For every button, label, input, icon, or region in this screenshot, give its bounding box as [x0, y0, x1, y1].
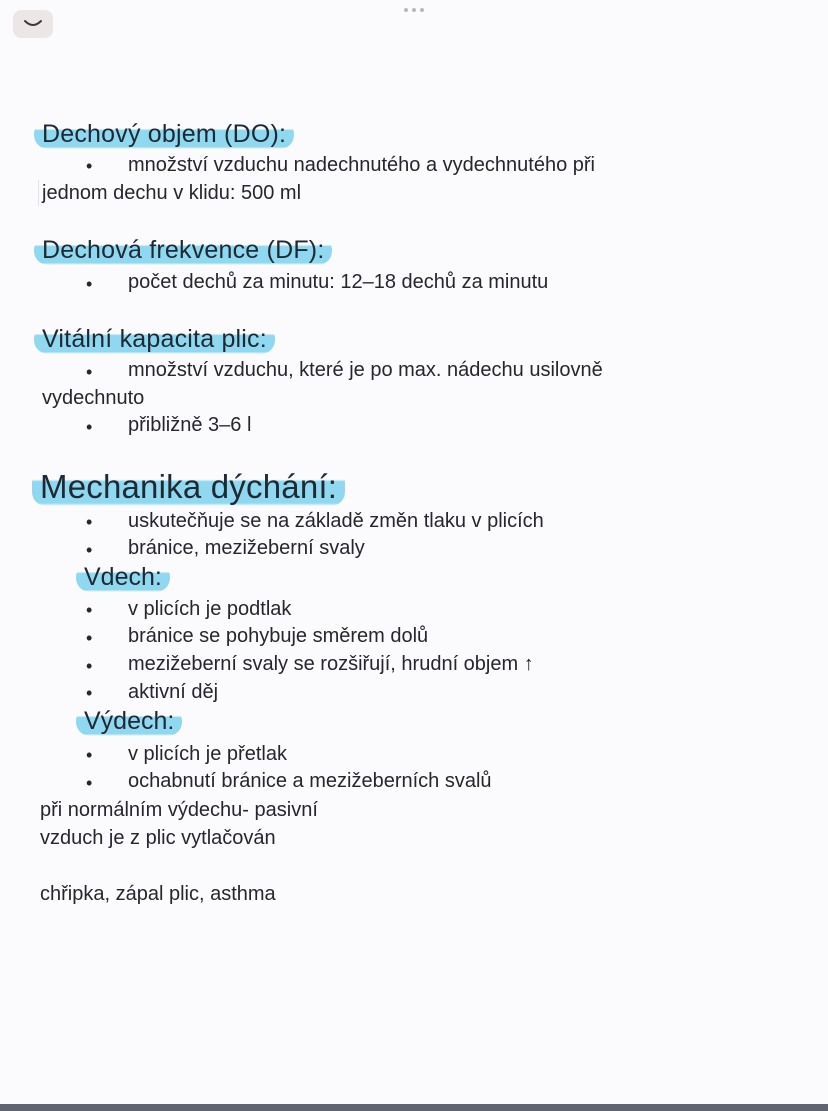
heading-dechova-frekvence: Dechová frekvence (DF):: [34, 236, 332, 265]
bullet-dot: •: [86, 656, 93, 676]
heading-vydech: Výdech:: [76, 707, 182, 736]
bullet-dot: •: [86, 600, 93, 620]
heading-vitalni-kapacita: Vitální kapacita plic:: [34, 325, 275, 354]
bullet-dot: •: [86, 745, 93, 765]
bullet-dot: •: [86, 773, 93, 793]
bullet-dot: •: [86, 540, 93, 560]
dot-icon: [420, 8, 424, 12]
dot-icon: [412, 8, 416, 12]
bullet-dot: •: [86, 628, 93, 648]
do-text-line1: množství vzduchu nadechnutého a vydechnutého při: [128, 154, 595, 176]
back-button[interactable]: [13, 10, 53, 38]
bullet-dot: •: [86, 274, 93, 294]
df-text-line1: počet dechů za minutu: 12–18 dechů za minutu: [128, 271, 549, 293]
bullet-dot: •: [86, 156, 93, 176]
vdech-item-4: aktivní děj: [128, 681, 219, 703]
page-mark: [38, 180, 39, 206]
bullet-dot: •: [86, 683, 93, 703]
more-options-button[interactable]: [400, 5, 428, 15]
vkp-text-line1: množství vzduchu, které je po max. nádechu usilovně: [128, 359, 603, 381]
footer-line: chřipka, zápal plic, asthma: [40, 883, 276, 905]
heading-vdech: Vdech:: [76, 563, 170, 592]
dot-icon: [404, 8, 408, 12]
vdech-item-2: bránice se pohybuje směrem dolů: [128, 625, 429, 647]
heading-dechovy-objem: Dechový objem (DO):: [34, 120, 294, 149]
vdech-item-3: mezižeberní svaly se rozšiřují, hrudní objem ↑: [128, 653, 534, 675]
heading-mechanika-dychani: Mechanika dýchání:: [32, 468, 345, 506]
vdech-item-1: v plicích je podtlak: [128, 598, 292, 620]
bullet-dot: •: [86, 512, 93, 532]
md-line-1: při normálním výdechu- pasivní: [40, 799, 318, 821]
vkp-text-bullet2: přibližně 3–6 l: [128, 414, 252, 436]
do-text-line2: jednom dechu v klidu: 500 ml: [42, 182, 302, 204]
md-line-2: vzduch je z plic vytlačován: [40, 827, 276, 849]
vydech-item-1: v plicích je přetlak: [128, 743, 287, 765]
bullet-dot: •: [86, 362, 93, 382]
chevron-down-icon: [22, 18, 44, 30]
bullet-dot: •: [86, 417, 93, 437]
vkp-text-line2: vydechnuto: [42, 387, 145, 409]
bottom-edge: [0, 1104, 828, 1111]
md-text-bullet1: uskutečňuje se na základě změn tlaku v plicích: [128, 510, 544, 532]
md-text-bullet2: bránice, mezižeberní svaly: [128, 537, 365, 559]
vydech-item-2: ochabnutí bránice a mezižeberních svalů: [128, 770, 492, 792]
